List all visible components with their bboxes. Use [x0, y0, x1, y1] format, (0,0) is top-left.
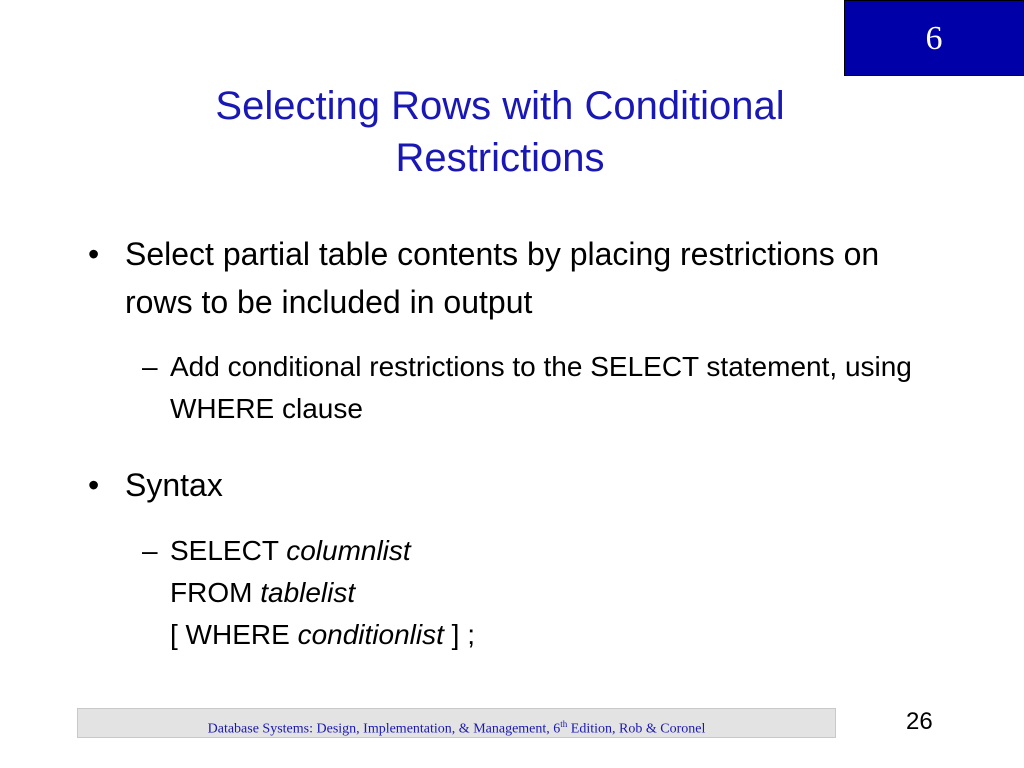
syntax-select-line: [170, 530, 930, 572]
sub-bullet-syntax: [142, 530, 930, 656]
dash-marker: –: [142, 351, 158, 382]
chapter-number-box: [844, 0, 1024, 76]
syntax-from-line: [170, 572, 930, 614]
footer-text: Database Systems: Design, Implementation, & Management, 6: [207, 721, 561, 737]
footer-text-rest: Edition, Rob & Coronel: [567, 721, 706, 737]
slide-title-line-1: Selecting Rows with Conditional: [215, 84, 785, 128]
from-argument: tablelist: [260, 577, 356, 608]
chapter-number: 6: [925, 20, 943, 57]
where-argument: conditionlist: [297, 619, 444, 650]
where-close: ] ;: [451, 619, 475, 650]
slide-title-line-2: Restrictions: [395, 136, 605, 180]
dash-marker: –: [142, 535, 158, 566]
select-argument: columnlist: [286, 535, 411, 566]
syntax-where-line: [170, 614, 930, 656]
from-keyword: FROM: [170, 577, 253, 608]
sub-bullet-where-clause: [142, 346, 930, 430]
bullet-syntax: [88, 461, 925, 509]
bullet-text: Syntax: [125, 467, 223, 503]
footer-superscript: th: [560, 719, 568, 729]
select-keyword: SELECT: [170, 535, 279, 566]
page-number: 26: [906, 708, 933, 735]
footer-bar: [77, 708, 836, 738]
sub-bullet-text: Add conditional restrictions to the SELECT statement, using WHERE clause: [170, 351, 912, 424]
bullet-partial-table: [88, 230, 925, 326]
bullet-marker: •: [88, 236, 100, 272]
bullet-marker: •: [88, 467, 100, 503]
bullet-text: Select partial table contents by placing restrictions on rows to be included in output: [125, 236, 880, 320]
slide-title: [150, 80, 850, 184]
where-keyword: [ WHERE: [170, 619, 290, 650]
